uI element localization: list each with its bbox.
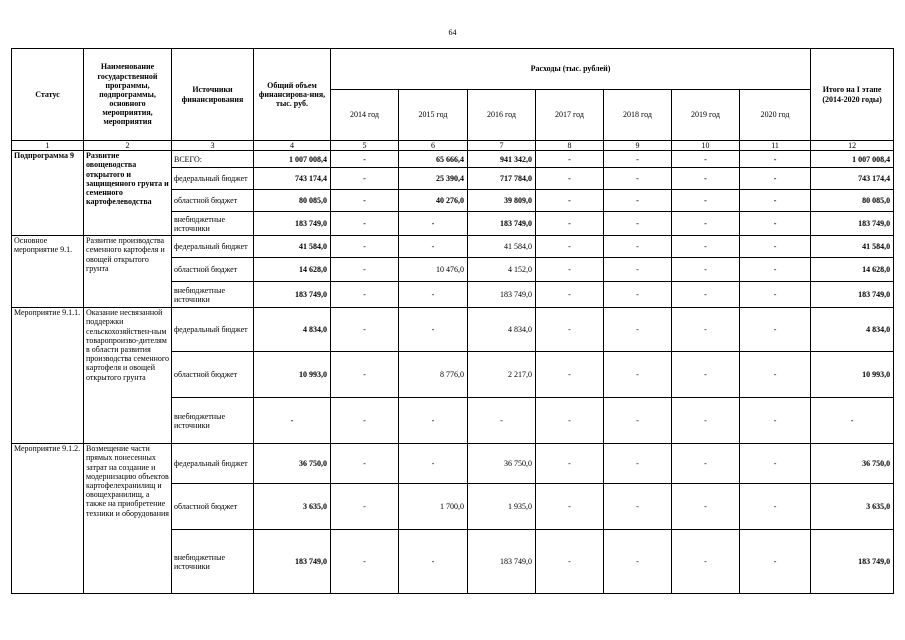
column-number: 11	[740, 141, 811, 151]
year-value-cell: -	[672, 308, 740, 352]
column-number: 10	[672, 141, 740, 151]
year-value-cell: -	[604, 308, 672, 352]
table-row	[12, 444, 894, 484]
year-value-cell: -	[331, 151, 399, 168]
year-value-cell: -	[604, 258, 672, 282]
name-cell: Возмещение части прямых понесенных затрат на создание и модернизацию объектов картофелехранилищ и овощехранилищ, а также на приобретение техники и оборудования	[84, 444, 172, 594]
total-cell: 80 085,0	[254, 190, 331, 212]
source-cell: внебюджетные источники	[172, 212, 254, 236]
total-cell: -	[254, 398, 331, 444]
table-row	[12, 236, 894, 258]
header-year: 2019 год	[672, 90, 740, 141]
header-row	[12, 49, 894, 90]
year-value-cell: -	[604, 444, 672, 484]
stage-total-cell: 80 085,0	[811, 190, 894, 212]
column-number: 9	[604, 141, 672, 151]
header-stage-total: Итого на I этапе (2014-2020 годы)	[811, 49, 894, 141]
year-value-cell: -	[536, 258, 604, 282]
stage-total-cell: 14 628,0	[811, 258, 894, 282]
header-year: 2014 год	[331, 90, 399, 141]
header-year: 2015 год	[399, 90, 468, 141]
year-value-cell: 8 776,0	[399, 352, 468, 398]
stage-total-cell: 36 750,0	[811, 444, 894, 484]
header-expenses: Расходы (тыс. рублей)	[331, 49, 811, 90]
year-value-cell: -	[331, 236, 399, 258]
year-value-cell: 4 152,0	[468, 258, 536, 282]
year-value-cell: -	[331, 308, 399, 352]
year-value-cell: -	[604, 352, 672, 398]
year-value-cell: -	[331, 398, 399, 444]
column-number: 12	[811, 141, 894, 151]
year-value-cell: -	[604, 151, 672, 168]
year-value-cell: -	[672, 530, 740, 594]
year-value-cell: 4 834,0	[468, 308, 536, 352]
year-value-cell: -	[740, 168, 811, 190]
stage-total-cell: 4 834,0	[811, 308, 894, 352]
table-row	[12, 308, 894, 352]
header-total: Общий объем финансирова-ния, тыс. руб.	[254, 49, 331, 141]
year-value-cell: 40 276,0	[399, 190, 468, 212]
year-value-cell: -	[331, 190, 399, 212]
header-year: 2020 год	[740, 90, 811, 141]
stage-total-cell: 183 749,0	[811, 212, 894, 236]
year-value-cell: -	[740, 352, 811, 398]
year-value-cell: -	[740, 258, 811, 282]
stage-total-cell: 183 749,0	[811, 282, 894, 308]
year-value-cell: -	[536, 352, 604, 398]
year-value-cell: -	[740, 282, 811, 308]
year-value-cell: -	[399, 308, 468, 352]
year-value-cell: -	[331, 258, 399, 282]
header-year: 2018 год	[604, 90, 672, 141]
year-value-cell: -	[672, 282, 740, 308]
total-cell: 10 993,0	[254, 352, 331, 398]
year-value-cell: -	[536, 282, 604, 308]
source-cell: федеральный бюджет	[172, 308, 254, 352]
stage-total-cell: 3 635,0	[811, 484, 894, 530]
year-value-cell: -	[399, 398, 468, 444]
source-cell: федеральный бюджет	[172, 444, 254, 484]
year-value-cell: -	[536, 168, 604, 190]
year-value-cell: -	[604, 212, 672, 236]
year-value-cell: 1 935,0	[468, 484, 536, 530]
year-value-cell: -	[536, 236, 604, 258]
year-value-cell: -	[536, 530, 604, 594]
year-value-cell: -	[536, 212, 604, 236]
total-cell: 41 584,0	[254, 236, 331, 258]
year-value-cell: -	[536, 444, 604, 484]
year-value-cell: -	[672, 352, 740, 398]
column-number: 2	[84, 141, 172, 151]
name-cell: Развитие овощеводства открытого и защищенного грунта и семенного картофелеводства	[84, 151, 172, 236]
total-cell: 183 749,0	[254, 282, 331, 308]
year-value-cell: -	[331, 530, 399, 594]
year-value-cell: -	[399, 236, 468, 258]
year-value-cell: -	[672, 212, 740, 236]
year-value-cell: -	[604, 190, 672, 212]
stage-total-cell: 10 993,0	[811, 352, 894, 398]
column-number: 5	[331, 141, 399, 151]
year-value-cell: -	[740, 530, 811, 594]
year-value-cell: -	[604, 236, 672, 258]
year-value-cell: 183 749,0	[468, 282, 536, 308]
source-cell: внебюджетные источники	[172, 530, 254, 594]
status-cell: Мероприятие 9.1.1.	[12, 308, 84, 444]
year-value-cell: 41 584,0	[468, 236, 536, 258]
year-value-cell: -	[399, 212, 468, 236]
year-value-cell: -	[399, 530, 468, 594]
table-row	[12, 151, 894, 168]
column-number: 6	[399, 141, 468, 151]
year-value-cell: -	[536, 151, 604, 168]
status-cell: Основное мероприятие 9.1.	[12, 236, 84, 308]
total-cell: 14 628,0	[254, 258, 331, 282]
year-value-cell: -	[331, 484, 399, 530]
year-value-cell: -	[536, 190, 604, 212]
header-year: 2017 год	[536, 90, 604, 141]
stage-total-cell: 183 749,0	[811, 530, 894, 594]
stage-total-cell: 743 174,4	[811, 168, 894, 190]
year-value-cell: 1 700,0	[399, 484, 468, 530]
year-value-cell: -	[672, 258, 740, 282]
year-value-cell: -	[740, 190, 811, 212]
year-value-cell: -	[672, 168, 740, 190]
year-value-cell: -	[672, 398, 740, 444]
year-value-cell: -	[740, 151, 811, 168]
total-cell: 743 174,4	[254, 168, 331, 190]
status-cell: Подпрограмма 9	[12, 151, 84, 236]
source-cell: ВСЕГО:	[172, 151, 254, 168]
header-status: Статус	[12, 49, 84, 141]
year-value-cell: -	[740, 484, 811, 530]
source-cell: областной бюджет	[172, 352, 254, 398]
year-value-cell: 2 217,0	[468, 352, 536, 398]
header-year: 2016 год	[468, 90, 536, 141]
year-value-cell: -	[740, 308, 811, 352]
source-cell: областной бюджет	[172, 190, 254, 212]
year-value-cell: -	[331, 168, 399, 190]
year-value-cell: -	[672, 484, 740, 530]
year-value-cell: -	[468, 398, 536, 444]
year-value-cell: -	[604, 168, 672, 190]
year-value-cell: -	[399, 444, 468, 484]
year-value-cell: -	[331, 352, 399, 398]
source-cell: федеральный бюджет	[172, 168, 254, 190]
total-cell: 183 749,0	[254, 212, 331, 236]
column-number: 7	[468, 141, 536, 151]
total-cell: 3 635,0	[254, 484, 331, 530]
total-cell: 1 007 008,4	[254, 151, 331, 168]
year-value-cell: -	[740, 444, 811, 484]
total-cell: 183 749,0	[254, 530, 331, 594]
year-value-cell: 39 809,0	[468, 190, 536, 212]
stage-total-cell: 1 007 008,4	[811, 151, 894, 168]
year-value-cell: 25 390,4	[399, 168, 468, 190]
year-value-cell: -	[331, 212, 399, 236]
year-value-cell: 10 476,0	[399, 258, 468, 282]
year-value-cell: -	[740, 212, 811, 236]
year-value-cell: -	[672, 151, 740, 168]
year-value-cell: -	[331, 444, 399, 484]
status-cell: Мероприятие 9.1.2.	[12, 444, 84, 594]
column-numbers-row	[12, 141, 894, 151]
total-cell: 36 750,0	[254, 444, 331, 484]
total-cell: 4 834,0	[254, 308, 331, 352]
year-value-cell: -	[604, 282, 672, 308]
name-cell: Оказание несвязанной поддержки сельскохозяйствен-ным товаропроизво-дителям в области развития производства семенного картофеля и овощей открытого грунта	[84, 308, 172, 444]
year-value-cell: -	[536, 308, 604, 352]
year-value-cell: -	[604, 398, 672, 444]
year-value-cell: 183 749,0	[468, 530, 536, 594]
year-value-cell: -	[331, 282, 399, 308]
year-value-cell: -	[399, 282, 468, 308]
year-value-cell: -	[672, 190, 740, 212]
column-number: 3	[172, 141, 254, 151]
year-value-cell: 717 784,0	[468, 168, 536, 190]
year-value-cell: 183 749,0	[468, 212, 536, 236]
year-value-cell: -	[740, 236, 811, 258]
source-cell: внебюджетные источники	[172, 398, 254, 444]
year-value-cell: -	[604, 484, 672, 530]
source-cell: областной бюджет	[172, 258, 254, 282]
column-number: 8	[536, 141, 604, 151]
year-value-cell: -	[604, 530, 672, 594]
year-value-cell: -	[536, 398, 604, 444]
year-value-cell: -	[672, 236, 740, 258]
financing-table	[11, 48, 894, 594]
source-cell: областной бюджет	[172, 484, 254, 530]
column-number: 1	[12, 141, 84, 151]
header-name: Наименование государственной программы, подпрограммы, основного мероприятия, мероприятия	[84, 49, 172, 141]
stage-total-cell: 41 584,0	[811, 236, 894, 258]
source-cell: федеральный бюджет	[172, 236, 254, 258]
year-value-cell: -	[740, 398, 811, 444]
name-cell: Развитие производства семенного картофеля и овощей открытого грунта	[84, 236, 172, 308]
page-number: 64	[448, 28, 457, 37]
header-source: Источники финансирования	[172, 49, 254, 141]
year-value-cell: 36 750,0	[468, 444, 536, 484]
source-cell: внебюджетные источники	[172, 282, 254, 308]
year-value-cell: 941 342,0	[468, 151, 536, 168]
year-value-cell: -	[536, 484, 604, 530]
year-value-cell: 65 666,4	[399, 151, 468, 168]
column-number: 4	[254, 141, 331, 151]
year-value-cell: -	[672, 444, 740, 484]
stage-total-cell: -	[811, 398, 894, 444]
